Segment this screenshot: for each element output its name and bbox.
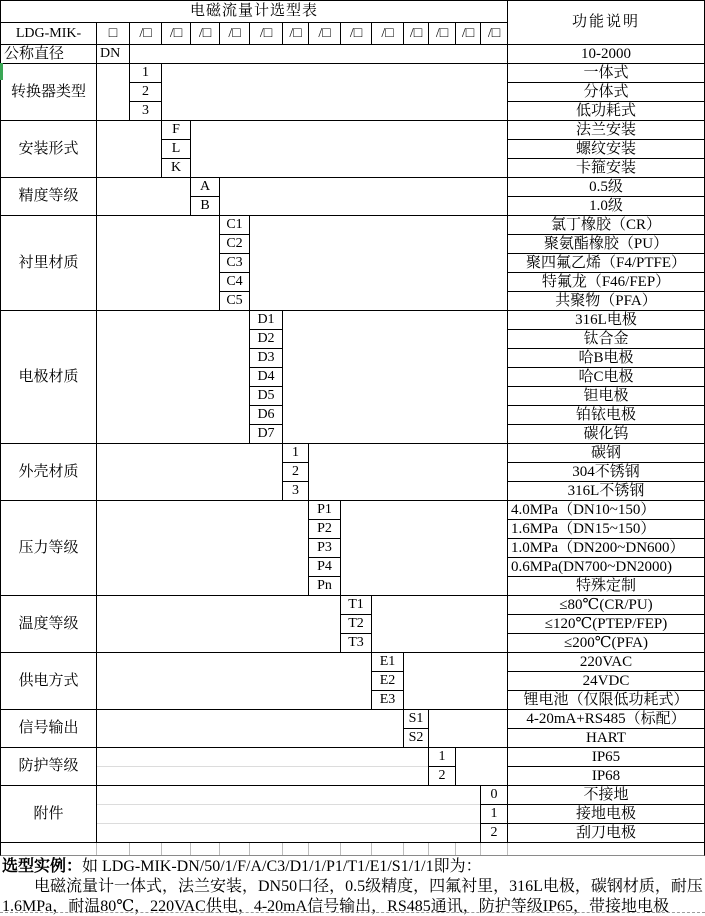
model-box-cell: /□ <box>371 22 404 45</box>
option-code-cell: 0 <box>480 785 508 805</box>
filler-cell <box>96 709 404 748</box>
option-code-cell: P4 <box>308 557 341 577</box>
filler-cell <box>308 443 508 501</box>
filler-cell <box>428 709 508 748</box>
filler-cell <box>96 120 162 178</box>
filler-grid-line <box>97 804 480 805</box>
filler-cell <box>190 120 508 178</box>
filler-cell <box>96 443 283 501</box>
option-code-cell: T3 <box>340 633 372 653</box>
option-desc-cell: 304不锈钢 <box>507 462 705 482</box>
option-desc-cell: IP65 <box>507 747 705 767</box>
option-desc-cell: 220VAC <box>507 652 705 672</box>
section-label: 防护等级 <box>0 747 97 786</box>
section-label: 压力等级 <box>0 500 97 596</box>
option-desc-cell: 钛合金 <box>507 329 705 349</box>
option-code-cell: L <box>161 139 191 159</box>
option-code-cell: D7 <box>249 424 283 444</box>
filler-cell <box>129 44 508 64</box>
option-code-cell: C3 <box>219 253 250 273</box>
option-desc-cell: 锂电池（仅限低功耗式） <box>507 690 705 710</box>
option-desc-cell: 低功耗式 <box>507 101 705 121</box>
option-code-cell: C2 <box>219 234 250 254</box>
option-desc-cell: 分体式 <box>507 82 705 102</box>
option-desc-cell: 聚氨酯橡胶（PU） <box>507 234 705 254</box>
option-code-cell: S2 <box>403 728 429 748</box>
section-label: 电极材质 <box>0 310 97 444</box>
model-box-cell: /□ <box>480 22 508 45</box>
option-desc-cell: HART <box>507 728 705 748</box>
option-desc-cell: 1.0级 <box>507 196 705 216</box>
selection-example-code: 如 LDG-MIK-DN/50/1/F/A/C3/D1/1/P1/T1/E1/S1/1/1即为： <box>82 858 482 875</box>
model-box-cell: /□ <box>161 22 191 45</box>
option-code-cell: Pn <box>308 576 341 596</box>
section-label: 衬里材质 <box>0 215 97 311</box>
option-code-cell: E2 <box>371 671 404 691</box>
model-box-cell: /□ <box>403 22 429 45</box>
diameter-desc-cell: 10-2000 <box>507 44 705 64</box>
option-code-cell: 2 <box>282 462 309 482</box>
section-label: 转换器类型 <box>0 63 97 121</box>
option-desc-cell: 接地电极 <box>507 804 705 824</box>
option-desc-cell: ≤200℃(PFA) <box>507 633 705 653</box>
option-desc-cell: 0.5级 <box>507 177 705 197</box>
option-desc-cell: 哈B电极 <box>507 348 705 368</box>
section-label: 外壳材质 <box>0 443 97 501</box>
model-box-cell: /□ <box>308 22 341 45</box>
option-code-cell: 1 <box>428 747 456 767</box>
option-desc-cell: 0.6MPa(DN700~DN2000) <box>507 557 705 577</box>
option-code-cell: E3 <box>371 690 404 710</box>
option-desc-cell: 钽电极 <box>507 386 705 406</box>
option-desc-cell: 4.0MPa（DN10~150） <box>507 500 705 520</box>
option-desc-cell: 氯丁橡胶（CR） <box>507 215 705 235</box>
option-code-cell: 2 <box>480 823 508 843</box>
option-desc-cell: 碳钢 <box>507 443 705 463</box>
option-code-cell: C1 <box>219 215 250 235</box>
page-break-line <box>0 912 705 913</box>
option-code-cell: P1 <box>308 500 341 520</box>
option-desc-cell: 法兰安装 <box>507 120 705 140</box>
section-label: 精度等级 <box>0 177 97 216</box>
option-code-cell: 2 <box>129 82 162 102</box>
option-code-cell: D5 <box>249 386 283 406</box>
option-desc-cell: 螺纹安装 <box>507 139 705 159</box>
filler-cell <box>340 500 508 596</box>
option-desc-cell: 特氟龙（F46/FEP） <box>507 272 705 292</box>
filler-cell <box>96 652 372 710</box>
model-box-cell: /□ <box>340 22 372 45</box>
option-desc-cell: 哈C电极 <box>507 367 705 387</box>
model-box-cell: /□ <box>219 22 250 45</box>
function-description-header: 功能说明 <box>507 0 705 45</box>
filler-cell <box>282 310 508 444</box>
model-box-cell: /□ <box>129 22 162 45</box>
model-box-cell: /□ <box>190 22 220 45</box>
filler-cell <box>96 500 309 596</box>
option-code-cell: D3 <box>249 348 283 368</box>
option-desc-cell: IP68 <box>507 766 705 786</box>
filler-cell <box>96 177 191 216</box>
option-desc-cell: 一体式 <box>507 63 705 83</box>
diameter-code-cell: DN <box>96 44 130 64</box>
filler-cell <box>403 652 508 710</box>
model-box-cell: /□ <box>249 22 283 45</box>
option-desc-cell: 聚四氟乙烯（F4/PTFE） <box>507 253 705 273</box>
selection-indicator <box>0 63 3 80</box>
option-desc-cell: 铂铱电极 <box>507 405 705 425</box>
option-desc-cell: 316L不锈钢 <box>507 481 705 501</box>
option-code-cell: A <box>190 177 220 197</box>
option-code-cell: 2 <box>428 766 456 786</box>
section-label: 温度等级 <box>0 595 97 653</box>
option-code-cell: D2 <box>249 329 283 349</box>
option-desc-cell: 不接地 <box>507 785 705 805</box>
section-label: 信号输出 <box>0 709 97 748</box>
table-bottom-spacer-row <box>0 842 705 856</box>
option-desc-cell: 卡箍安装 <box>507 158 705 178</box>
option-desc-cell: 316L电极 <box>507 310 705 330</box>
option-code-cell: B <box>190 196 220 216</box>
selection-example-label: 选型实例： <box>2 858 83 875</box>
selection-example-line <box>0 857 705 876</box>
model-box-cell: /□ <box>455 22 481 45</box>
filler-cell <box>96 785 481 843</box>
section-label: 供电方式 <box>0 652 97 710</box>
option-code-cell: C5 <box>219 291 250 311</box>
option-desc-cell: 4-20mA+RS485（标配） <box>507 709 705 729</box>
filler-grid-line <box>97 766 428 767</box>
option-code-cell: K <box>161 158 191 178</box>
option-code-cell: T2 <box>340 614 372 634</box>
selection-example-description-line-1: 电磁流量计一体式，法兰安装，DN50口径，0.5级精度，四氟衬里，316L电极，碳钢材质，耐压 <box>34 878 703 895</box>
option-desc-cell: ≤120℃(PTEP/FEP) <box>507 614 705 634</box>
option-code-cell: 1 <box>282 443 309 463</box>
option-code-cell: P2 <box>308 519 341 539</box>
option-code-cell: P3 <box>308 538 341 558</box>
option-desc-cell: 1.0MPa（DN200~DN600） <box>507 538 705 558</box>
filler-cell <box>96 310 250 444</box>
option-code-cell: 3 <box>282 481 309 501</box>
option-code-cell: D6 <box>249 405 283 425</box>
filler-cell <box>96 63 130 121</box>
option-code-cell: 1 <box>480 804 508 824</box>
filler-cell <box>161 63 508 121</box>
filler-cell <box>96 595 341 653</box>
option-code-cell: S1 <box>403 709 429 729</box>
option-desc-cell: 1.6MPa（DN15~150） <box>507 519 705 539</box>
diameter-label-cell: 公称直径 <box>0 44 97 64</box>
option-code-cell: E1 <box>371 652 404 672</box>
option-code-cell: T1 <box>340 595 372 615</box>
filler-cell <box>371 595 508 653</box>
selection-example-description-line-2: 1.6MPa，耐温80℃，220VAC供电，4-20mA信号输出，RS485通讯，防护等级IP65，带接地电极 <box>2 898 669 915</box>
filler-cell <box>249 215 508 311</box>
model-box-cell: /□ <box>428 22 456 45</box>
section-label: 安装形式 <box>0 120 97 178</box>
option-desc-cell: 共聚物（PFA） <box>507 291 705 311</box>
option-code-cell: D4 <box>249 367 283 387</box>
page-title: 电磁流量计选型表 <box>0 0 508 23</box>
model-box-cell: /□ <box>282 22 309 45</box>
option-code-cell: 3 <box>129 101 162 121</box>
section-label: 附件 <box>0 785 97 843</box>
filler-cell <box>455 747 508 786</box>
option-code-cell: C4 <box>219 272 250 292</box>
option-code-cell: D1 <box>249 310 283 330</box>
option-desc-cell: ≤80℃(CR/PU) <box>507 595 705 615</box>
model-box-cell: □ <box>96 22 130 45</box>
filler-cell <box>219 177 508 216</box>
model-prefix-cell: LDG-MIK- <box>0 22 97 45</box>
option-desc-cell: 刮刀电极 <box>507 823 705 843</box>
filler-cell <box>96 215 220 311</box>
option-desc-cell: 特殊定制 <box>507 576 705 596</box>
filler-grid-line <box>97 823 480 824</box>
option-code-cell: F <box>161 120 191 140</box>
option-desc-cell: 24VDC <box>507 671 705 691</box>
option-code-cell: 1 <box>129 63 162 83</box>
option-desc-cell: 碳化钨 <box>507 424 705 444</box>
